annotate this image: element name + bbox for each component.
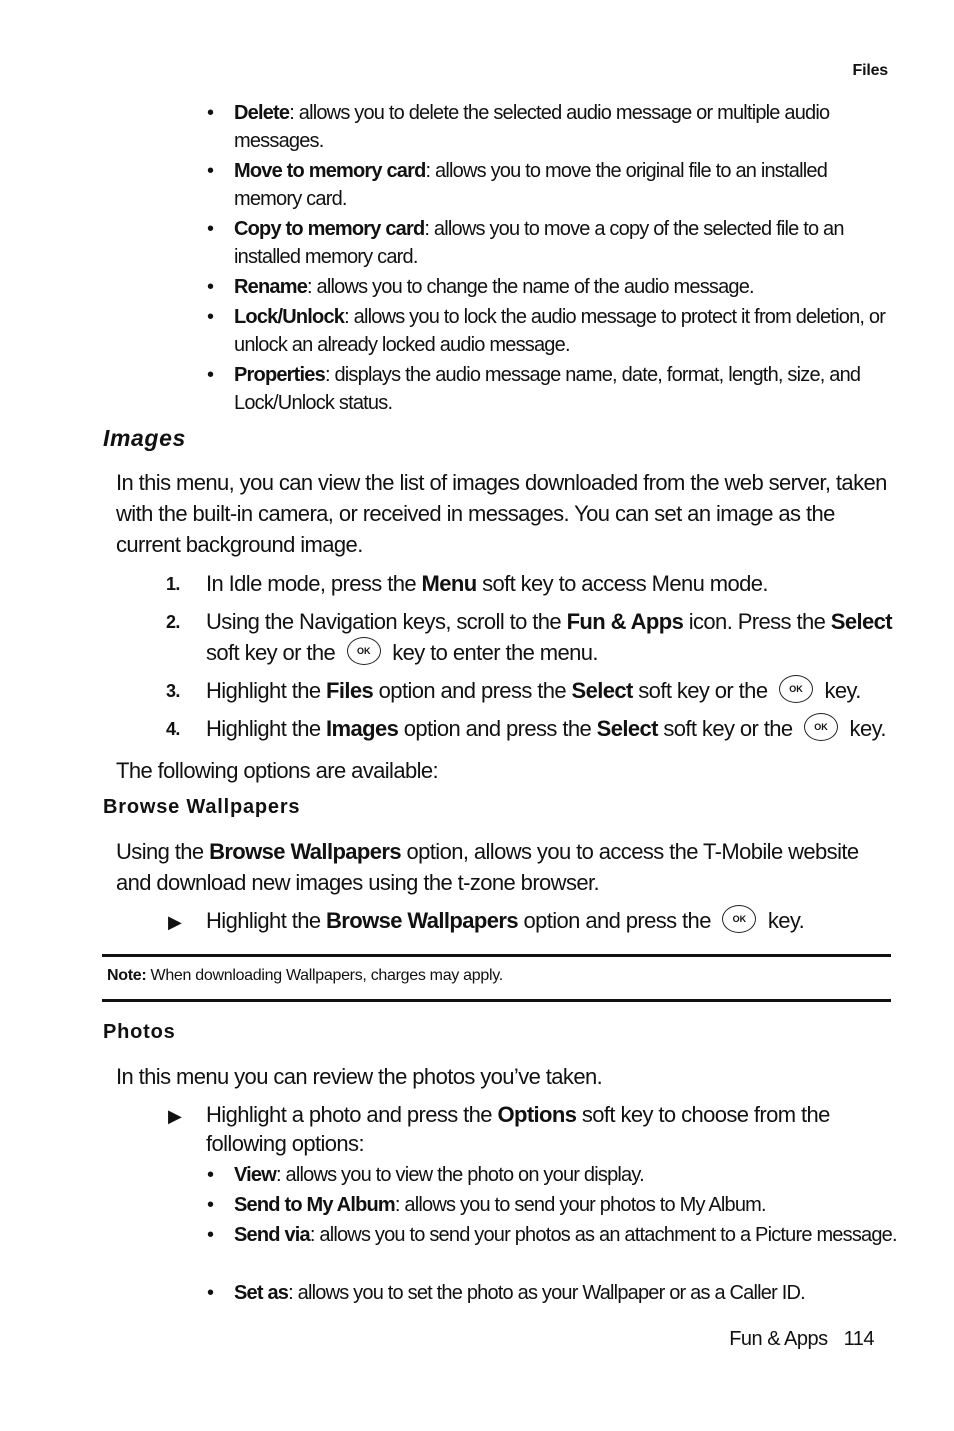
- step-text: Highlight the: [206, 908, 327, 933]
- bullet-icon: •: [207, 1164, 214, 1186]
- option-desc: : allows you to send your photos to My Album.: [394, 1194, 766, 1216]
- step-term: Select: [596, 716, 658, 741]
- step-text: key.: [762, 908, 805, 933]
- option-term: Lock/Unlock: [234, 306, 345, 328]
- step-item: [166, 675, 896, 706]
- step-number: 4.: [166, 719, 180, 739]
- photos-intro: In this menu you can review the photos you’ve taken.: [116, 1064, 603, 1089]
- option-term: Set as: [234, 1282, 289, 1304]
- step-text: key.: [844, 716, 886, 741]
- page-footer: [729, 1328, 874, 1351]
- step-text: soft key or the: [657, 716, 799, 741]
- footer-section: Fun & Apps: [729, 1328, 828, 1350]
- arrow-bullet-icon: ▶: [168, 912, 182, 932]
- option-term: Properties: [234, 364, 325, 386]
- step-number: 3.: [166, 681, 180, 701]
- bullet-icon: •: [207, 1282, 214, 1304]
- bullet-icon: •: [207, 160, 214, 182]
- option-desc: : allows you to delete the selected audio message or multiple audio messages.: [234, 102, 830, 152]
- note-top-rule: [102, 954, 891, 957]
- page-number: 114: [843, 1328, 874, 1350]
- note-bottom-rule: [102, 999, 891, 1002]
- section-heading-images: Images: [103, 425, 186, 451]
- step-number: 2.: [166, 612, 180, 632]
- bullet-icon: •: [207, 102, 214, 124]
- note-label: Note:: [107, 967, 147, 984]
- step-text: soft key to access Menu mode.: [476, 571, 768, 596]
- step-text: Using the Navigation keys, scroll to the: [206, 609, 567, 634]
- para-text: option, allows you to access the T-Mobile website and download new images using the t-zone browser.: [116, 839, 859, 895]
- step-text: Highlight the: [206, 678, 327, 703]
- step-text: In Idle mode, press the: [206, 571, 422, 596]
- list-item: [207, 1279, 897, 1307]
- step-term: Fun & Apps: [566, 609, 684, 634]
- step-term: Browse Wallpapers: [326, 908, 518, 933]
- list-item: [207, 1221, 897, 1249]
- list-item: [207, 303, 897, 359]
- list-item: [207, 157, 897, 213]
- arrow-bullet-icon: ▶: [168, 1106, 182, 1126]
- step-item: [166, 606, 896, 668]
- list-item: [207, 273, 897, 301]
- option-desc: : displays the audio message name, date, format, length, size, and Lock/Unlock status.: [234, 364, 861, 414]
- option-desc: : allows you to send your photos as an attachment to a Picture message.: [309, 1224, 897, 1246]
- step-text: option and press the: [373, 678, 572, 703]
- option-desc: : allows you to move a copy of the selected file to an installed memory card.: [234, 218, 844, 268]
- option-desc: : allows you to change the name of the audio message.: [307, 276, 754, 298]
- step-item: [166, 568, 896, 599]
- step-text: soft key to choose from the following options:: [206, 1102, 830, 1156]
- step-term: Menu: [421, 571, 477, 596]
- option-term: Copy to memory card: [234, 218, 425, 240]
- ok-key-icon: OK: [779, 675, 813, 703]
- option-desc: : allows you to view the photo on your display.: [276, 1164, 644, 1186]
- step-number: 1.: [166, 574, 180, 594]
- step-text: Highlight the: [206, 716, 327, 741]
- step-term: Select: [571, 678, 633, 703]
- list-item: [207, 99, 897, 155]
- subsection-heading-browse-wallpapers: Browse Wallpapers: [103, 796, 301, 818]
- step-text: icon. Press the: [683, 609, 831, 634]
- step-term: Images: [326, 716, 399, 741]
- note-text: When downloading Wallpapers, charges may apply.: [146, 967, 503, 984]
- para-text: Using the: [116, 839, 210, 864]
- note: [107, 967, 503, 985]
- bullet-icon: •: [207, 276, 214, 298]
- option-term: Rename: [234, 276, 308, 298]
- list-item: [207, 1161, 897, 1189]
- step-item: [166, 713, 896, 744]
- bullet-icon: •: [207, 1224, 214, 1246]
- bullet-icon: •: [207, 306, 214, 328]
- step-term: Files: [326, 678, 374, 703]
- list-item: [207, 1191, 897, 1219]
- step-text: option and press the: [398, 716, 597, 741]
- option-term: Delete: [234, 102, 290, 124]
- running-head: Files: [852, 62, 888, 79]
- ok-key-icon: OK: [347, 637, 381, 665]
- arrow-step: [168, 906, 898, 936]
- para-term: Browse Wallpapers: [209, 839, 401, 864]
- list-item: [207, 361, 897, 417]
- step-text: soft key or the: [632, 678, 773, 703]
- following-options-text: The following options are available:: [116, 758, 439, 783]
- bullet-icon: •: [207, 1194, 214, 1216]
- option-term: Move to memory card: [234, 160, 426, 182]
- option-term: Send to My Album: [234, 1194, 395, 1216]
- arrow-step: [168, 1100, 898, 1158]
- bullet-icon: •: [207, 218, 214, 240]
- option-desc: : allows you to move the original file to an installed memory card.: [234, 160, 828, 210]
- ok-key-icon: OK: [804, 713, 838, 741]
- step-text: Highlight a photo and press the: [206, 1102, 498, 1127]
- step-text: soft key or the: [206, 640, 341, 665]
- option-desc: : allows you to lock the audio message to protect it from deletion, or unlock an already locked audio message.: [234, 306, 886, 356]
- step-term: Select: [830, 609, 892, 634]
- step-term: Options: [497, 1102, 577, 1127]
- list-item: [207, 215, 897, 271]
- step-text: key.: [818, 678, 861, 703]
- option-desc: : allows you to set the photo as your Wallpaper or as a Caller ID.: [288, 1282, 805, 1304]
- step-text: key to enter the menu.: [386, 640, 598, 665]
- ok-key-icon: OK: [722, 905, 756, 933]
- bullet-icon: •: [207, 364, 214, 386]
- subsection-heading-photos: Photos: [103, 1021, 176, 1043]
- browse-paragraph: [116, 836, 896, 898]
- option-term: Send via: [234, 1224, 310, 1246]
- images-intro: In this menu, you can view the list of images downloaded from the web server, taken with the built-in camera, or received in messages. You can set an image as the current background image.: [116, 470, 887, 557]
- option-term: View: [234, 1164, 277, 1186]
- step-text: option and press the: [517, 908, 717, 933]
